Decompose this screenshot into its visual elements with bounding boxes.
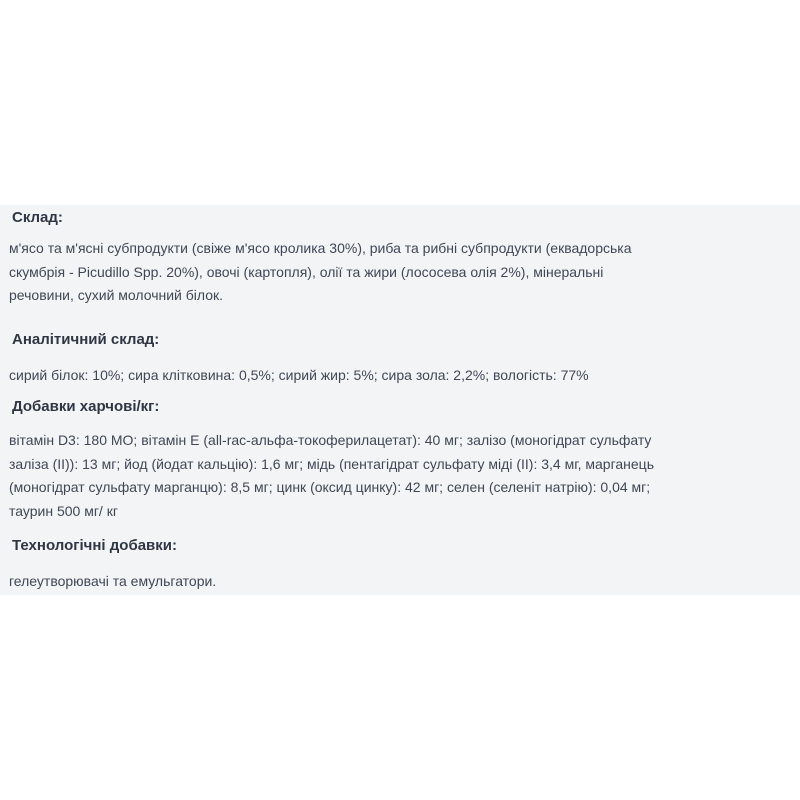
- section-heading-analytical: Аналітичний склад:: [12, 331, 160, 348]
- section-text-analytical: [9, 364, 799, 388]
- composition-panel: [0, 205, 800, 595]
- text-line: речовини, сухий молочний білок.: [9, 287, 224, 303]
- section-text-additives: [9, 429, 799, 523]
- text-line: (моногідрат сульфату марганцю): 8,5 мг; цинк (оксид цинку): 42 мг; селен (селеніт натрію): 0,04 мг;: [9, 479, 651, 495]
- text-line: скумбрія - Picudillo Spp. 20%), овочі (картопля), олії та жири (лососева олія 2%), мінеральні: [9, 263, 604, 280]
- text-line: м'ясо та м'ясні субпродукти (свіже м'ясо кролика 30%), риба та рибні субпродукти (еквадорська: [9, 240, 632, 256]
- text-line: гелеутворювачі та емульгатори.: [9, 573, 217, 589]
- text-line: заліза (II)): 13 мг; йод (йодат кальцію): 1,6 мг; мідь (пентагідрат сульфату міді (II): 3,4 мг, марганець: [9, 455, 654, 472]
- section-text-technological: [9, 570, 799, 594]
- text-line: таурин 500 мг/ кг: [9, 502, 118, 519]
- section-heading-additives: Добавки харчові/кг:: [12, 398, 160, 415]
- text-line: вітамін D3: 180 МО; вітамін Е (all-rac-альфа-токоферилацетат): 40 мг; залізо (моногідрат сульфату: [9, 432, 652, 448]
- section-heading-composition: Склад:: [12, 209, 63, 226]
- section-text-composition: [9, 237, 799, 308]
- section-heading-technological: Технологічні добавки:: [12, 537, 177, 554]
- text-line: сирий білок: 10%; сира клітковина: 0,5%; сирий жир: 5%; сира зола: 2,2%; вологість: 77%: [9, 367, 589, 383]
